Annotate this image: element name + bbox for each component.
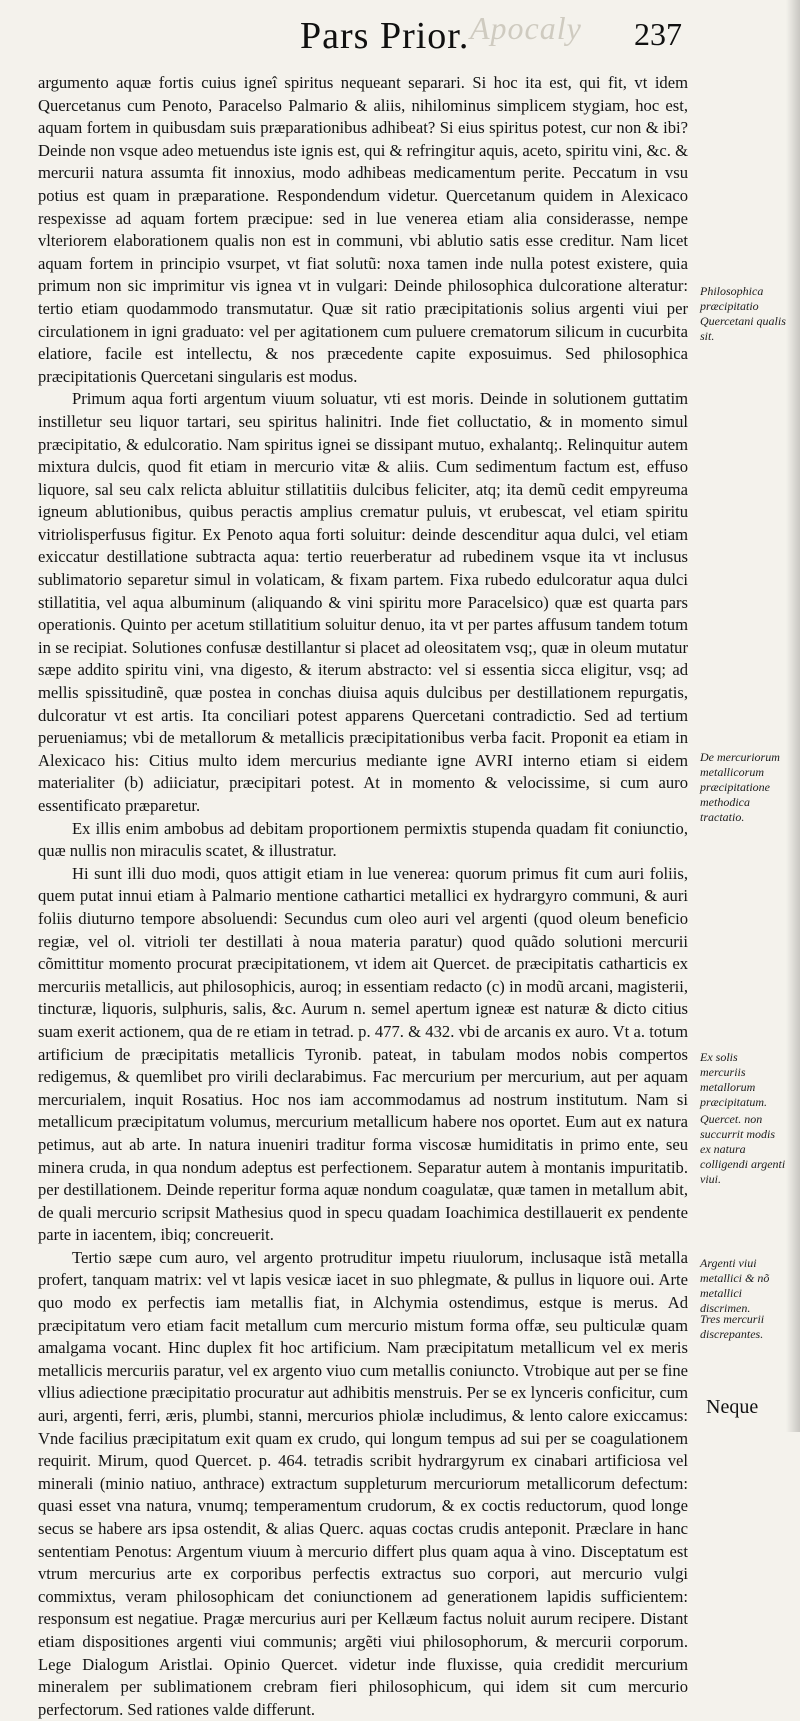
- paragraph-4: Hi sunt illi duo modi, quos attigit etiam in lue venerea: quorum primus fit cum auri foliis, quem putat innui etiam à Palmario mentione cathartici metallici ex hydrargyro communi, & auri foliis diuturno tempore absoluendi: Secundus cum oleo auri vel argenti (quod oleum beneficio regiæ, vel ol. vitrioli ter destillati à noua materia paratur) quod quãdo solutioni mercurii cõmittitur momento procurat præcipitationem, vt idem ait Quercet. de præcipitatis catharticis ex mercuriis metallicis, aut philosophicis, auroq; in essentiam redacto (c) in modũ arcani, magisterii, tincturæ, liquoris, sulphuris, salis, &c. Aurum n. semel apertum igneæ est naturæ & dicto citius suam exerit actionem, qua de re etiam in tetrad. p. 477. & 432. vbi de arcanis ex auro. Vt a. totum artificium de præcipitatis metallicis Tyronib. pateat, in tabulam modos nobis compertos redigemus, & quemlibet pro virili declarabimus. Fac mercurium per mercurium, aut per aquam mercurialem, inquit Rosatius. Hoc nos iam accommodamus ad nostrum institutum. Nam si metallicum præcipitatum volumus, mercurium metallicum habere nos oportet. Eum aut ex natura petimus, aut ab arte. In natura inueniri traditur forma viscosæ humiditatis in primo ente, seu minera cruda, in qua nondum adeptus est perfectionem. Separatur autem à montanis impuritatib. per destillationem. Deinde reperitur forma aquæ nondum coagulatæ, quæ tamen in metallum abit, de quali mercurio scripsit Mathesius quod in specu quadam Ioachimica destillauerit ex pendente parte in iacentem, ibiq; concreuerit.: [38, 863, 688, 1245]
- paragraph-2: Primum aqua forti argentum viuum soluatur, vti est moris. Deinde in solutionem guttatim instilletur seu liquor tartari, seu spiritus halinitri. Inde fiet colluctatio, & in momento simul præcipitatio, & edulcoratio. Nam spiritus ignei se dissipant mutuo, exhalantq;. Relinquitur autem mixtura dulcis, quod fit etiam in mercurio vitæ & aliis. Cum sedimentum factum est, effuso liquore, sal seu calx relicta abluitur stillatitiis dulcibus feliciter, atq; ita demũ cedit empyreuma igneum ablutionibus, quibus peractis amplius crematur puluis, vt erubescat, vel etiam spiritu vitriolisperfusus figitur. Ex Penoto aqua forti soluitur: deinde descenditur aqua dulci, vel etiam exiccatur destillatione subtracta aqua: tertio reuerberatur ad rubedinem vsque ita vt inclusus sublimatorio separetur simul in volaticam, & fixam partem. Fixa rubedo edulcoratur aqua dulci stillatitia, vel aqua albuminum (aliquando & vini spiritu more Paracelsico) quæ est quarta pars operationis. Quinto per acetum stillatitium soluitur denuo, ita vt per partes affusum tandem totum in se recipiat. Solutiones confusæ destillantur si placet ad oleositatem vsq;, quæ in oleum mutatur sæpe addito spiritu vini, vna digesto, & iterum abstracto: vel si essentia sicca eligitur, vsq; ad mellis spissitudinẽ, quæ postea in conchas diuisa aquis dulcibus per destillationem repurgatis, dulcoratur vt est artis. Ita conciliari potest apparens Quercetani contradictio. Sed ad tertium perueniamus; vbi de metallorum & metallicis præcipitationibus verba facit. Proponit ea etiam in Alexicaco his: Citius multo idem mercurius mediante igne AVRI interno etiam si eidem materialiter (b) adiiciatur, præcipitari potest. At in momento & velocissime, si cum auro essentificato præparetur.: [38, 389, 688, 815]
- page-number: 237: [634, 16, 682, 52]
- paragraph-1: argumento aquæ fortis cuius igneî spiritus nequeant separari. Si hoc ita est, qui fit, vt idem Quercetanus cum Penoto, Paracelso Palmario & aliis, nihilominus simplicem stygiam, hoc est, aquam fortem in quibusdam suis præparationibus adhibeat? Si eius spiritus potest, cur non & ibi? Deinde non vsque adeo metuendus iste ignis est, qui & refringitur aquis, aceto, spiritu vini, &c. & mercurii natura assumta fit innoxius, modo adhibeas medicamentum perite. Peccatum in vsu potius est quam in præparatione. Respondendum videtur. Quercetanum quidem in Alexicaco respexisse ad aquam fortem præcipue: sed in lue venerea etiam alia considerasse, nempe vlteriorem elaborationem qualis non est in communi, vbi ablutio satis esse creditur. Nam licet aquam fortem in principio vsurpet, vt fiat solutũ: noxa tamen inde nulla potest existere, quia primum non sic imprimitur vis ignea vt in vulgari: Deinde philosophica dulcoratione alteratur: tertio etiam quodammodo transmutatur. Quæ sit ratio præcipitationis solius argenti viui per circulationem in igni graduato: vel per agitationem cum puluere crematorum silicum in cucurbita elatiore, facile est intellectu, & nos præcedente capite exposuimus. Sed philosophica præcipitationis Quercetani singularis est modus.: [38, 73, 688, 386]
- margin-note-argenti-viui: Argenti viui metallici & nõ metallici discrimen.: [700, 1256, 770, 1315]
- paragraph-5: Tertio sæpe cum auro, vel argento protruditur impetu riuulorum, inclusaque istã metalla profert, tanquam matrix: vel vt lapis vesicæ iacet in suo phlegmate, & pullus in liquore oui. Arte quo modo ex perfectis iam metallis fiat, in Alchymia ostendimus, estque is merus. Ad præcipitatum vero etiam facit metallum cum mercurio mistum forma offæ, seu pulticulæ quam amalgama vocant. Hinc duplex fit hoc artificium. Nam præcipitatum metallicum vel ex meris metallicis mercuriis paratur, vel ex argento viuo cum metallis coniuncto. Vtrobique aut per se fine vllius adiectione præcipitatio procuratur aut adhibitis menstruis. Per se ex lynceris conficitur, cum auri, argenti, ferri, æris, plumbi, stanni, mercurios phiolæ includimus, & lento calore exiccamus: Vnde facilius præcipitatum exit quam ex crudo, qui longum tempus ad sui per se coagulationem requirit. Mirum, quod Quercet. p. 464. tetradis scribit hydrargyrum ex cinabari artificiosa vel minerali (minio natiuo, anthrace) extractum suppleturum mercuriorum metallicorum defectum: quasi esset vna natura, vnumq; temperamentum crudorum, & ex coctis reductorum, quod longe secus se habere ars ipsa ostendit, & alias Querc. aquas coctas crudis anteponit. Præclare in hanc sententiam Penotus: Argentum viuum à mercurio differt plus quam aqua à vino. Disceptatum est vtrum mercurius arte ex corporibus perfectis extractus suo corpori, aut mercurio vulgi commixtus, veram philosophicam det coniunctionem ad generationem lapidis sufficientem: responsum est negatiue. Pragæ mercurius auri per Kellæum factus noluit aurum recipere. Distant etiam dispositiones argenti viui communis; argẽti viui philosophorum, & mercurii corporum. Lege Dialogum Aristlai. Opinio Quercet. videtur inde fluxisse, quia credidit mercurium mineralem per sublimationem crebram fieri philosophicum, qui idem sit cum mercurio perfectorum. Sed rationes valde differunt.: [38, 1247, 689, 1719]
- margin-note-tres-mercurii: Tres mercurii discrepantes.: [700, 1312, 765, 1341]
- margin-note-quercet: Quercet. non succurrit modis ex natura colligendi argenti viui.: [700, 1112, 786, 1186]
- paragraph-3: Ex illis enim ambobus ad debitam proportionem permixtis stupenda quadam fit coniunctio, quæ nullis non miraculis scatet, & illustratur.: [38, 818, 688, 861]
- main-text-column: [38, 72, 689, 1719]
- page-gutter-shadow: [786, 0, 800, 1432]
- running-title: Pars Prior.: [300, 15, 470, 57]
- margin-note-philosophica: Philosophica præcipitatio Quercetani qualis sit.: [700, 284, 786, 343]
- margin-note-ex-solis: Ex solis mercuriis metallorum præcipitatum.: [700, 1050, 768, 1109]
- margin-note-de-mercuriorum: De mercuriorum metallicorum præcipitatione methodica tractatio.: [700, 750, 780, 824]
- bleed-through-text: Apocaly: [470, 10, 582, 46]
- catchword: Neque: [706, 1396, 759, 1418]
